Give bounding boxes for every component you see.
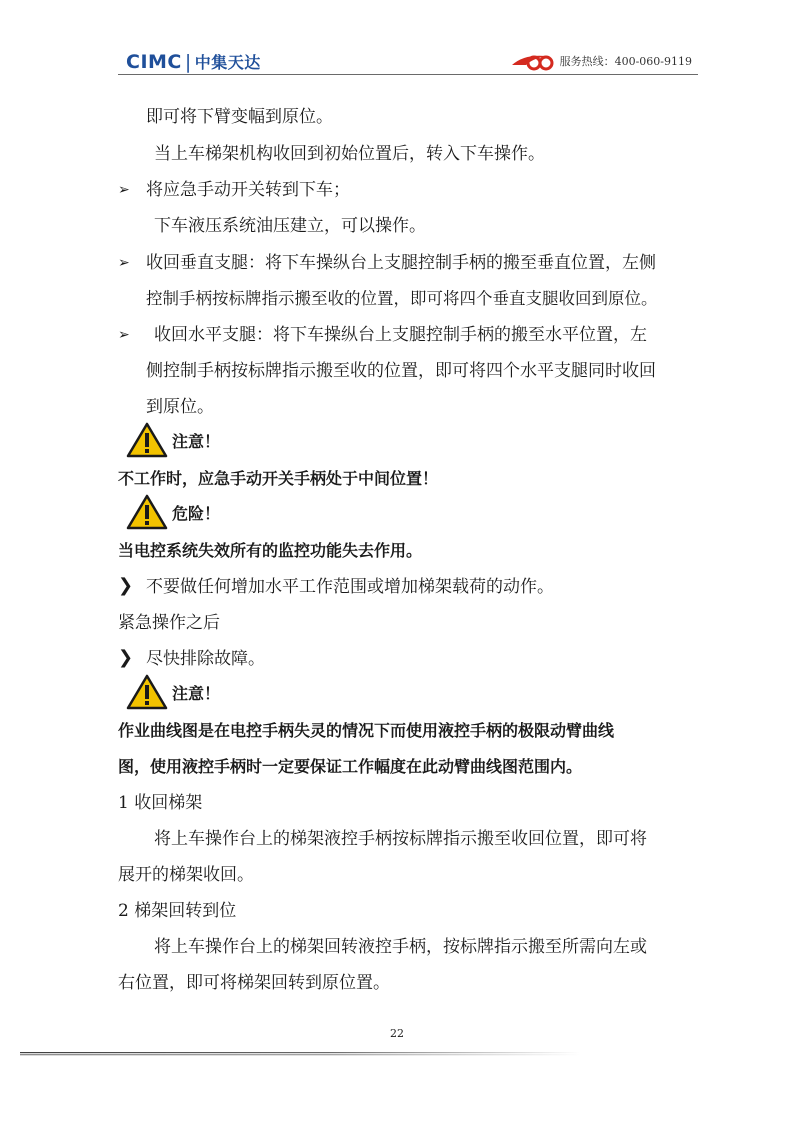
text-line: 侧控制手柄按标牌指示搬至收的位置，即可将四个水平支腿同时收回	[146, 361, 656, 381]
warning-triangle-icon	[126, 494, 168, 530]
text-line: 紧急操作之后	[118, 613, 220, 633]
danger-text: 当电控系统失效所有的监控功能失去作用。	[118, 541, 423, 560]
bullet-arrow-icon: ➢	[118, 327, 130, 343]
service-hotline: 服务热线：400-060-9119	[559, 55, 692, 68]
cimc-logo	[126, 50, 261, 73]
text-line: 控制手柄按标牌指示搬至收的位置，即可将四个垂直支腿收回到原位。	[146, 289, 658, 308]
text-line: 到原位。	[146, 397, 214, 417]
page-header	[118, 44, 698, 76]
text-line: 将应急手动开关转到下车；	[146, 180, 350, 200]
notice-text: 不工作时，应急手动开关手柄处于中间位置！	[118, 469, 439, 488]
notice-text: 图，使用液控手柄时一定要保证工作幅度在此动臂曲线图范围内。	[118, 757, 583, 776]
chevron-right-icon: ❯	[118, 647, 134, 668]
hotline-area	[510, 50, 692, 72]
text-line: 即可将下臂变幅到原位。	[146, 107, 333, 127]
text-line: 不要做任何增加水平工作范围或增加梯架载荷的动作。	[146, 577, 554, 597]
warning-triangle-icon	[126, 422, 168, 458]
header-divider	[118, 74, 698, 75]
danger-heading: 危险！	[172, 504, 221, 523]
logo-brand: CIMC	[126, 51, 182, 73]
section-title: 2 梯架回转到位	[118, 901, 237, 921]
text-line: 展开的梯架收回。	[118, 865, 254, 885]
notice-heading: 注意！	[172, 432, 221, 451]
logo-separator: |	[184, 51, 192, 73]
text-line: 下车液压系统油压建立，可以操作。	[154, 216, 426, 236]
section-title: 1 收回梯架	[118, 793, 203, 813]
text-line: 收回垂直支腿：将下车操纵台上支腿控制手柄的搬至垂直位置，左侧	[146, 253, 656, 273]
bullet-arrow-icon: ➢	[118, 182, 130, 198]
text-line: 将上车操作台上的梯架回转液控手柄，按标牌指示搬至所需向左或	[154, 937, 647, 957]
notice-heading: 注意！	[172, 684, 221, 703]
notice-text: 作业曲线图是在电控手柄失灵的情况下而使用液控手柄的极限动臂曲线	[118, 721, 615, 740]
logo-cn: 中集天达	[194, 53, 261, 72]
text-line: 右位置，即可将梯架回转到原位置。	[118, 973, 390, 993]
footer-divider	[20, 1052, 580, 1056]
text-line: 收回水平支腿：将下车操纵台上支腿控制手柄的搬至水平位置，左	[154, 325, 647, 345]
warning-triangle-icon	[126, 674, 168, 710]
bullet-arrow-icon: ➢	[118, 255, 130, 271]
chevron-right-icon: ❯	[118, 575, 134, 596]
service-hotline-logo-icon	[510, 50, 558, 72]
page-number: 22	[390, 1027, 404, 1040]
text-line: 尽快排除故障。	[146, 649, 265, 669]
text-line: 当上车梯架机构收回到初始位置后，转入下车操作。	[154, 144, 545, 164]
text-line: 将上车操作台上的梯架液控手柄按标牌指示搬至收回位置，即可将	[154, 829, 647, 849]
